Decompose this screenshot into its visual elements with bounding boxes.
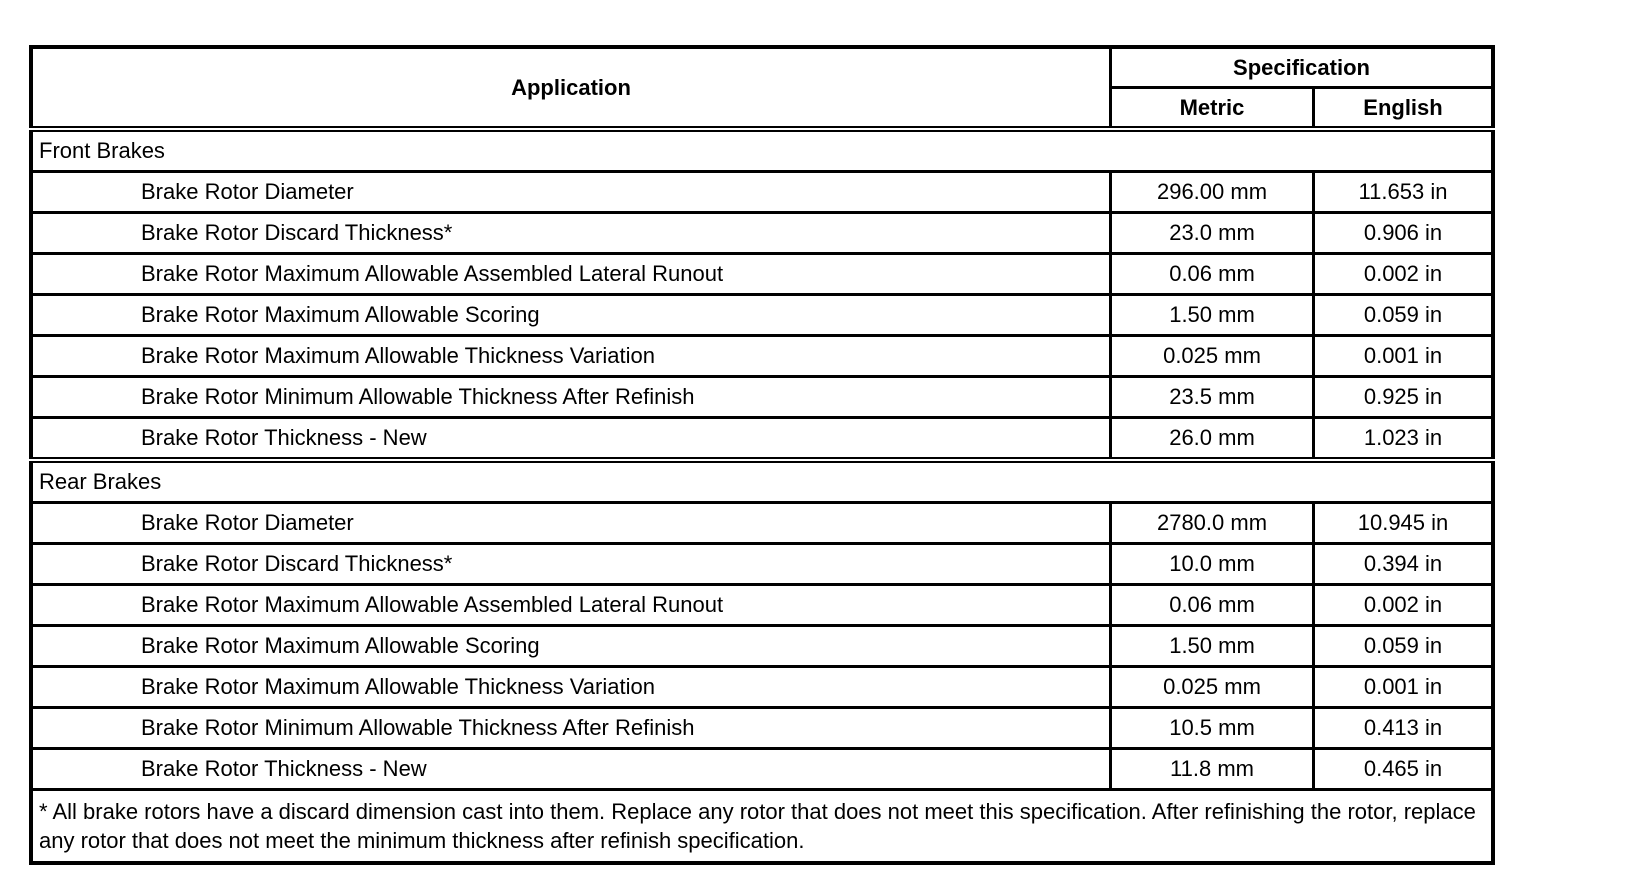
table-row: [31, 749, 1493, 790]
row-label: Brake Rotor Diameter: [31, 172, 1111, 213]
row-metric: 23.0 mm: [1111, 213, 1314, 254]
row-metric: 0.025 mm: [1111, 667, 1314, 708]
row-label: Brake Rotor Discard Thickness*: [31, 213, 1111, 254]
table-row: [31, 667, 1493, 708]
row-english: 10.945 in: [1314, 503, 1494, 544]
row-english: 11.653 in: [1314, 172, 1494, 213]
row-english: 0.002 in: [1314, 585, 1494, 626]
table-row: [31, 336, 1493, 377]
table-row: [31, 585, 1493, 626]
header-specification: Specification: [1111, 47, 1494, 88]
row-metric: 0.06 mm: [1111, 585, 1314, 626]
row-metric: 10.0 mm: [1111, 544, 1314, 585]
table-row: [31, 418, 1493, 461]
row-english: 0.001 in: [1314, 336, 1494, 377]
header-english: English: [1314, 88, 1494, 130]
row-metric: 296.00 mm: [1111, 172, 1314, 213]
table-row: [31, 708, 1493, 749]
row-metric: 11.8 mm: [1111, 749, 1314, 790]
header-metric: Metric: [1111, 88, 1314, 130]
table-row: [31, 544, 1493, 585]
row-metric: 1.50 mm: [1111, 295, 1314, 336]
header-application: Application: [31, 47, 1111, 129]
row-label: Brake Rotor Maximum Allowable Scoring: [31, 626, 1111, 667]
row-label: Brake Rotor Thickness - New: [31, 418, 1111, 461]
section-title: Front Brakes: [31, 129, 1493, 172]
row-english: 0.059 in: [1314, 626, 1494, 667]
table-body: [31, 129, 1493, 790]
row-label: Brake Rotor Diameter: [31, 503, 1111, 544]
row-english: 0.906 in: [1314, 213, 1494, 254]
row-label: Brake Rotor Discard Thickness*: [31, 544, 1111, 585]
row-english: 0.465 in: [1314, 749, 1494, 790]
row-label: Brake Rotor Maximum Allowable Assembled Lateral Runout: [31, 585, 1111, 626]
brake-rotor-spec-table: [29, 45, 1495, 865]
row-metric: 2780.0 mm: [1111, 503, 1314, 544]
row-metric: 0.025 mm: [1111, 336, 1314, 377]
row-metric: 10.5 mm: [1111, 708, 1314, 749]
row-english: 0.001 in: [1314, 667, 1494, 708]
section-row: [31, 129, 1493, 172]
row-label: Brake Rotor Thickness - New: [31, 749, 1111, 790]
row-label: Brake Rotor Minimum Allowable Thickness After Refinish: [31, 708, 1111, 749]
table-row: [31, 172, 1493, 213]
row-english: 0.059 in: [1314, 295, 1494, 336]
row-metric: 26.0 mm: [1111, 418, 1314, 461]
row-label: Brake Rotor Maximum Allowable Scoring: [31, 295, 1111, 336]
table-row: [31, 213, 1493, 254]
row-english: 0.413 in: [1314, 708, 1494, 749]
row-metric: 23.5 mm: [1111, 377, 1314, 418]
table-row: [31, 295, 1493, 336]
footnote: * All brake rotors have a discard dimension cast into them. Replace any rotor that does not meet this specification. After refinishing the rotor, replace any rotor that does not meet the minimum thickness after refinish specification.: [31, 790, 1493, 864]
table-row: [31, 626, 1493, 667]
row-label: Brake Rotor Maximum Allowable Assembled Lateral Runout: [31, 254, 1111, 295]
section-title: Rear Brakes: [31, 460, 1493, 503]
row-metric: 0.06 mm: [1111, 254, 1314, 295]
row-metric: 1.50 mm: [1111, 626, 1314, 667]
section-row: [31, 460, 1493, 503]
row-english: 1.023 in: [1314, 418, 1494, 461]
row-label: Brake Rotor Maximum Allowable Thickness Variation: [31, 667, 1111, 708]
row-english: 0.925 in: [1314, 377, 1494, 418]
table-row: [31, 377, 1493, 418]
row-label: Brake Rotor Maximum Allowable Thickness Variation: [31, 336, 1111, 377]
row-english: 0.394 in: [1314, 544, 1494, 585]
row-english: 0.002 in: [1314, 254, 1494, 295]
row-label: Brake Rotor Minimum Allowable Thickness After Refinish: [31, 377, 1111, 418]
table-row: [31, 503, 1493, 544]
table-row: [31, 254, 1493, 295]
